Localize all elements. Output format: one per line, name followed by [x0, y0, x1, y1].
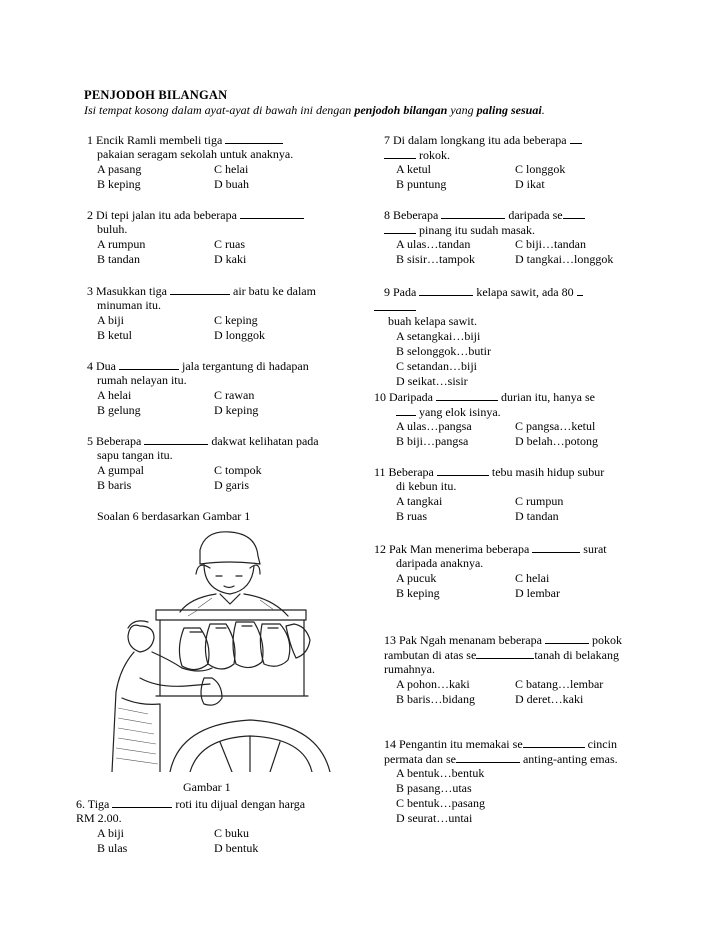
q6-option-b[interactable]: B ulas — [97, 841, 128, 855]
q11-text: 11 Beberapa — [374, 465, 437, 479]
question-7 — [384, 132, 654, 192]
q4-text-2: rumah nelayan itu. — [97, 373, 187, 387]
q8-option-d[interactable]: D tangkai…longgok — [515, 252, 614, 266]
q9-blank-1[interactable] — [419, 284, 473, 296]
q1-options-row-2 — [87, 177, 357, 192]
q4-text: 4 Dua — [87, 359, 119, 373]
q8-text-b: daripada se — [505, 208, 563, 222]
q10-text: 10 Daripada — [374, 390, 436, 404]
q9-options-row-3 — [374, 359, 664, 374]
q6-blank[interactable] — [112, 796, 172, 808]
question-3 — [87, 283, 357, 343]
q11-option-a[interactable]: A tangkai — [396, 494, 443, 508]
q13-text-3: rumahnya. — [384, 662, 435, 676]
question-6 — [76, 796, 366, 856]
question-5 — [87, 433, 357, 493]
q14-blank-1[interactable] — [523, 736, 585, 748]
q14-text: 14 Pengantin itu memakai se — [384, 737, 523, 751]
q5-option-c[interactable]: C tompok — [214, 463, 262, 477]
q10-text-2: yang elok isinya. — [416, 405, 501, 419]
q13-blank-1[interactable] — [545, 632, 589, 644]
q14-option-b[interactable]: B pasang…utas — [396, 781, 472, 795]
q13-blank-2[interactable] — [476, 647, 534, 659]
q5-text-b: dakwat kelihatan pada — [208, 434, 319, 448]
q2-text-2: buluh. — [97, 222, 128, 236]
q13-text-2b: tanah di belakang — [534, 648, 619, 662]
q7-option-a[interactable]: A ketul — [396, 162, 431, 176]
question-10 — [374, 389, 664, 449]
q1-text-2: pakaian seragam sekolah untuk anaknya. — [97, 147, 294, 161]
q2-blank[interactable] — [240, 207, 304, 219]
q8-option-a[interactable]: A ulas…tandan — [396, 237, 471, 251]
question-12 — [374, 541, 664, 601]
question-4 — [87, 358, 357, 418]
instruction-mid: yang — [447, 103, 477, 117]
q4-blank[interactable] — [119, 358, 179, 370]
q2-option-a[interactable]: A rumpun — [97, 237, 146, 251]
q13-option-c[interactable]: C batang…lembar — [515, 677, 604, 691]
q9-option-a[interactable]: A setangkai…biji — [396, 329, 481, 343]
q6-option-c[interactable]: C buku — [214, 826, 250, 840]
question-9 — [374, 284, 664, 389]
question-14 — [384, 736, 674, 826]
q9-blank-3[interactable] — [374, 299, 416, 311]
q12-option-b[interactable]: B keping — [396, 586, 440, 600]
q5-options-row-2 — [87, 478, 357, 493]
q14-blank-2[interactable] — [456, 751, 520, 763]
question-8 — [384, 207, 654, 267]
q13-options-row-2 — [384, 692, 664, 707]
question-13 — [384, 632, 664, 707]
question-11 — [374, 464, 664, 524]
q7-text: 7 Di dalam longkang itu ada beberapa — [384, 133, 570, 147]
q11-blank[interactable] — [437, 464, 489, 476]
q13-text-2a: rambutan di atas se — [384, 648, 477, 662]
q12-text-2: daripada anaknya. — [396, 556, 484, 570]
q4-option-b[interactable]: B gelung — [97, 403, 141, 417]
q3-option-c[interactable]: C keping — [214, 313, 258, 327]
q14-text-b: cincin — [584, 737, 617, 751]
q1-option-b[interactable]: B keping — [97, 177, 141, 191]
q3-blank[interactable] — [170, 283, 230, 295]
q4-option-a[interactable]: A helai — [97, 388, 132, 402]
q1-options-row-1 — [87, 162, 357, 177]
question-2 — [87, 207, 357, 267]
q11-options-row-1 — [374, 494, 664, 509]
q13-option-b[interactable]: B baris…bidang — [396, 692, 475, 706]
q7-blank-2[interactable] — [384, 147, 416, 159]
q9-text-b: kelapa sawit, ada 80 — [473, 285, 577, 299]
q5-blank[interactable] — [144, 433, 208, 445]
q2-option-c[interactable]: C ruas — [214, 237, 245, 251]
q12-option-d[interactable]: D lembar — [515, 586, 560, 600]
q11-text-b: tebu masih hidup subur — [488, 465, 605, 479]
q14-option-d-row — [384, 811, 674, 826]
q8-options-row-1 — [384, 237, 654, 252]
q4-option-d[interactable]: D keping — [214, 403, 259, 417]
q8-blank-3[interactable] — [384, 222, 416, 234]
q3-options-row-1 — [87, 313, 357, 328]
q4-text-b: jala tergantung di hadapan — [179, 359, 309, 373]
q10-option-a[interactable]: A ulas…pangsa — [396, 419, 472, 433]
q3-text-2: minuman itu. — [97, 298, 161, 312]
q11-option-b[interactable]: B ruas — [396, 509, 427, 523]
q13-text-b: pokok — [588, 633, 622, 647]
q8-option-b[interactable]: B sisir…tampok — [396, 252, 476, 266]
q9-blank-2[interactable] — [577, 284, 583, 296]
q5-text: 5 Beberapa — [87, 434, 145, 448]
q9-option-b[interactable]: B selonggok…butir — [396, 344, 491, 358]
q8-text-2: pinang itu sudah masak. — [416, 223, 535, 237]
q6-option-a[interactable]: A biji — [97, 826, 125, 840]
q11-option-d[interactable]: D tandan — [515, 509, 559, 523]
q9-options-row-2 — [374, 344, 664, 359]
q1-option-a[interactable]: A pasang — [97, 162, 142, 176]
q13-option-a[interactable]: A pohon…kaki — [396, 677, 470, 691]
instruction-pre: Isi tempat kosong dalam ayat-ayat di bawah ini dengan — [84, 103, 355, 117]
q5-text-2: sapu tangan itu. — [97, 448, 173, 462]
q3-option-d[interactable]: D longgok — [214, 328, 265, 342]
q2-option-d[interactable]: D kaki — [214, 252, 247, 266]
q2-text: 2 Di tepi jalan itu ada beberapa — [87, 208, 240, 222]
instruction-bold-2: paling sesuai — [476, 103, 542, 117]
q14-option-d[interactable]: D seurat…untai — [396, 811, 473, 825]
q2-options-row-1 — [87, 237, 357, 252]
q7-option-b[interactable]: B puntung — [396, 177, 447, 191]
q12-blank[interactable] — [532, 541, 580, 553]
q10-text-b: durian itu, hanya se — [497, 390, 595, 404]
q9-options-row-1 — [374, 329, 664, 344]
q8-blank-1[interactable] — [441, 207, 505, 219]
q4-options-row-1 — [87, 388, 357, 403]
q6-option-d[interactable]: D bentuk — [214, 841, 259, 855]
q14-option-c-row — [384, 796, 674, 811]
question-1 — [87, 132, 357, 192]
q2-options-row-2 — [87, 252, 357, 267]
q1-blank[interactable] — [225, 132, 283, 144]
bread-seller-illustration — [100, 528, 332, 772]
q12-options-row-2 — [374, 586, 664, 601]
q7-blank-1[interactable] — [570, 132, 582, 144]
q9-options-row-4 — [374, 374, 664, 389]
q9-text-3: buah kelapa sawit. — [388, 314, 477, 328]
q14-text-2a: permata dan se — [384, 752, 456, 766]
q14-option-a[interactable]: A bentuk…bentuk — [396, 766, 485, 780]
q12-text: 12 Pak Man menerima beberapa — [374, 542, 533, 556]
q10-options-row-1 — [374, 419, 664, 434]
q6-text-b: roti itu dijual dengan harga — [172, 797, 306, 811]
q3-text: 3 Masukkan tiga — [87, 284, 170, 298]
q10-options-row-2 — [374, 434, 664, 449]
q8-option-c[interactable]: C biji…tandan — [515, 237, 586, 251]
q6-options-row-2 — [76, 841, 366, 856]
q8-options-row-2 — [384, 252, 654, 267]
q5-option-d[interactable]: D garis — [214, 478, 249, 492]
figure-note: Soalan 6 berdasarkan Gambar 1 — [97, 509, 251, 523]
q12-option-a[interactable]: A pucuk — [396, 571, 437, 585]
q10-option-b[interactable]: B biji…pangsa — [396, 434, 469, 448]
q5-options-row-1 — [87, 463, 357, 478]
q14-option-a-row — [384, 766, 674, 781]
q2-option-b[interactable]: B tandan — [97, 252, 140, 266]
q8-blank-2[interactable] — [563, 207, 585, 219]
q1-option-c[interactable]: C helai — [214, 162, 249, 176]
q14-option-b-row — [384, 781, 674, 796]
q14-option-c[interactable]: C bentuk…pasang — [396, 796, 485, 810]
q7-option-d[interactable]: D ikat — [515, 177, 545, 191]
q3-option-b[interactable]: B ketul — [97, 328, 132, 342]
q10-blank-2[interactable] — [396, 404, 416, 416]
figure-caption: Gambar 1 — [183, 780, 231, 794]
q12-text-b: surat — [580, 542, 607, 556]
q7-options-row-2 — [384, 177, 654, 192]
q6-options-row-1 — [76, 826, 366, 841]
q10-blank-1[interactable] — [436, 389, 498, 401]
q11-options-row-2 — [374, 509, 664, 524]
q9-option-d[interactable]: D seikat…sisir — [396, 374, 468, 388]
q7-options-row-1 — [384, 162, 654, 177]
q13-text: 13 Pak Ngah menanam beberapa — [384, 633, 545, 647]
q1-option-d[interactable]: D buah — [214, 177, 249, 191]
q5-option-a[interactable]: A gumpal — [97, 463, 144, 477]
q6-text: 6. Tiga — [76, 797, 113, 811]
q5-option-b[interactable]: B baris — [97, 478, 132, 492]
q7-text-2: rokok. — [416, 148, 450, 162]
q10-option-d[interactable]: D belah…potong — [515, 434, 598, 448]
q12-options-row-1 — [374, 571, 664, 586]
q4-options-row-2 — [87, 403, 357, 418]
q12-option-c[interactable]: C helai — [515, 571, 550, 585]
q3-option-a[interactable]: A biji — [97, 313, 125, 327]
q14-text-2b: anting-anting emas. — [519, 752, 618, 766]
q7-option-c[interactable]: C longgok — [515, 162, 566, 176]
page-title: PENJODOH BILANGAN — [84, 88, 228, 102]
q6-text-2: RM 2.00. — [76, 811, 122, 825]
q3-text-b: air batu ke dalam — [230, 284, 316, 298]
instruction — [84, 103, 545, 118]
instruction-bold-1: penjodoh bilangan — [354, 103, 448, 117]
q4-option-c[interactable]: C rawan — [214, 388, 255, 402]
q13-option-d[interactable]: D deret…kaki — [515, 692, 584, 706]
instruction-end: . — [541, 103, 545, 117]
q13-options-row-1 — [384, 677, 664, 692]
q9-text: 9 Pada — [384, 285, 420, 299]
q8-text: 8 Beberapa — [384, 208, 442, 222]
q11-text-2: di kebun itu. — [396, 479, 457, 493]
q9-option-c[interactable]: C setandan…biji — [396, 359, 477, 373]
q3-options-row-2 — [87, 328, 357, 343]
q1-text: 1 Encik Ramli membeli tiga — [87, 133, 226, 147]
q10-option-c[interactable]: C pangsa…ketul — [515, 419, 596, 433]
q11-option-c[interactable]: C rumpun — [515, 494, 564, 508]
